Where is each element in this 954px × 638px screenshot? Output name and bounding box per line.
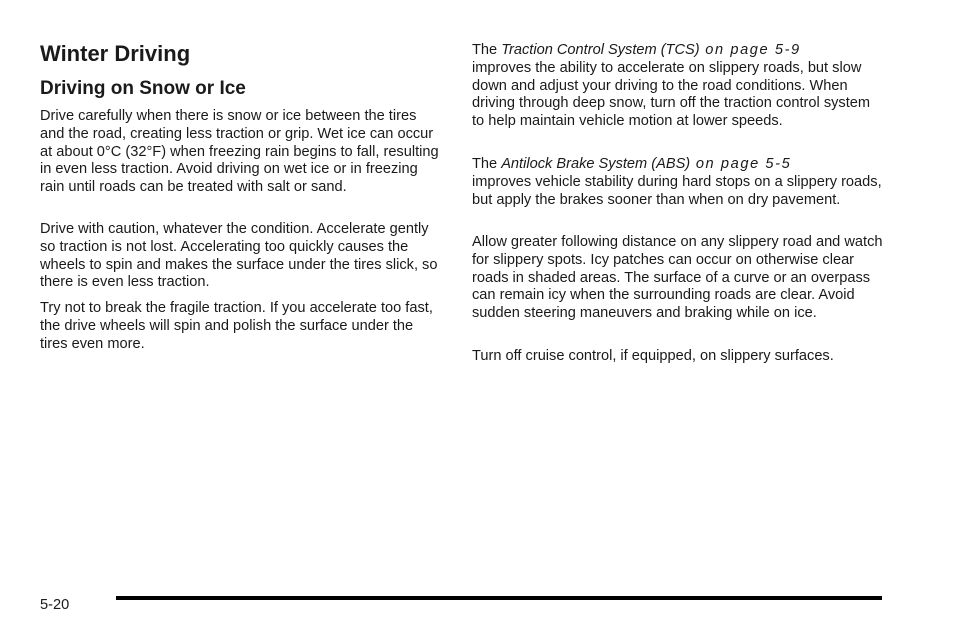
page-number: 5-20: [40, 597, 70, 613]
tcs-reference-link[interactable]: Traction Control System (TCS): [501, 42, 700, 58]
paragraph-drive-with-caution: Drive with caution, whatever the condition. Accelerate gently so traction is not lost. Accelerating too quickly causes the wheels to spin and makes the surface under the tires slick, so there is even less traction.: [40, 221, 438, 291]
subsection-title: Driving on Snow or Ice: [40, 78, 246, 99]
abs-reference-link[interactable]: Antilock Brake System (ABS): [501, 156, 691, 172]
footer-rule: [116, 596, 882, 600]
abs-lead-text: The: [472, 156, 502, 172]
paragraph-traction-control: [472, 42, 884, 131]
abs-body-text: improves vehicle stability during hard stops on a slippery roads, but apply the brakes sooner than when on dry pavement.: [472, 173, 882, 208]
tcs-body-text: improves the ability to accelerate on slippery roads, but slow down and adjust your driving to the road conditions. When driving through deep snow, turn off the traction control system to help maintain vehicle motion at lower speeds.: [472, 59, 871, 130]
tcs-reference-page[interactable]: on page 5-9: [699, 42, 801, 58]
paragraph-following-distance: Allow greater following distance on any slippery road and watch for slippery spots. Icy patches can occur on otherwise clear roads in shaded areas. The surface of a curve or an overpass can remain icy when the surrounding roads are clear. Avoid sudden steering maneuvers and braking while on ice.: [472, 234, 883, 322]
section-title: Winter Driving: [40, 41, 191, 66]
paragraph-antilock-brakes: [472, 156, 884, 209]
paragraph-fragile-traction: Try not to break the fragile traction. If you accelerate too fast, the drive wheels will spin and polish the surface under the tires even more.: [40, 300, 433, 352]
paragraph-cruise-control: Turn off cruise control, if equipped, on slippery surfaces.: [472, 348, 834, 364]
abs-reference-page[interactable]: on page 5-5: [690, 156, 792, 172]
tcs-lead-text: The: [472, 42, 502, 58]
paragraph-snow-ice-traction: Drive carefully when there is snow or ice between the tires and the road, creating less traction or grip. Wet ice can occur at about 0°C (32°F) when freezing rain begins to fall, resulting in even less traction. Avoid driving on wet ice or in freezing rain until roads can be treated with salt or sand.: [40, 108, 439, 196]
